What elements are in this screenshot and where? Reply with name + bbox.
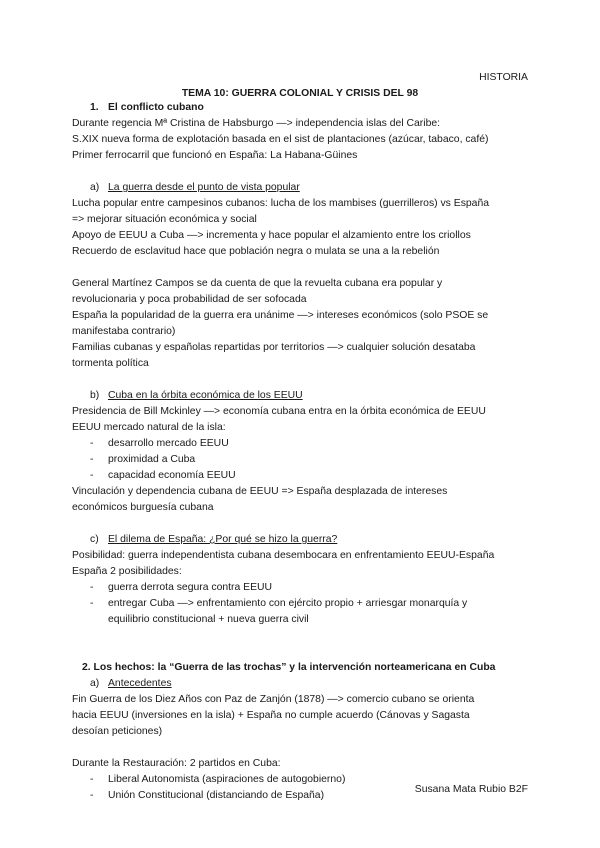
text-line: España 2 posibilidades:: [72, 566, 182, 577]
document-title: TEMA 10: GUERRA COLONIAL Y CRISIS DEL 98: [181, 88, 419, 99]
text-line: Posibilidad: guerra independentista cubana desembocara en enfrentamiento EEUU-España: [72, 550, 495, 561]
text-line: Vinculación y dependencia cubana de EEUU => España desplazada de intereses: [72, 486, 448, 497]
section2-heading: 2. Los hechos: la “Guerra de las trochas” y la intervención norteamericana en Cuba: [82, 662, 496, 673]
text-line: => mejorar situación económica y social: [72, 214, 257, 225]
text-line: Presidencia de Bill Mckinley —> economía cubana entra en la órbita económica de EEUU: [72, 406, 486, 417]
list-item: - entregar Cuba —> enfrentamiento con ejército propio + arriesgar monarquía y: [72, 596, 532, 612]
text-line: Durante regencia Mª Cristina de Habsburgo —> independencia islas del Caribe:: [72, 118, 441, 129]
footer-author: Susana Mata Rubio B2F: [414, 784, 528, 795]
bullet-list: [72, 436, 532, 484]
text-line: Recuerdo de esclavitud hace que población negra o mulata se una a la rebelión: [72, 246, 440, 257]
header-subject: HISTORIA: [479, 72, 528, 83]
text-line: Apoyo de EEUU a Cuba —> incrementa y hace popular el alzamiento entre los criollos: [72, 230, 471, 241]
subsection-1a-heading: [72, 180, 532, 196]
text-line: desoían peticiones): [72, 726, 163, 737]
list-item: - Liberal Autonomista (aspiraciones de autogobierno): [72, 772, 532, 788]
section1-title: El conflicto cubano: [108, 102, 204, 113]
text-line: Durante la Restauración: 2 partidos en Cuba:: [72, 758, 281, 769]
subsection-label: a): [90, 678, 100, 689]
text-line: revolucionaria y poca probabilidad de ser sofocada: [72, 294, 307, 305]
bullet-list: [72, 580, 532, 612]
list-item: - Unión Constitucional (distanciando de España): [72, 788, 532, 804]
text-line: EEUU mercado natural de la isla:: [72, 422, 226, 433]
subsection-1c-heading: [72, 532, 532, 548]
subsection-title: Antecedentes: [108, 678, 172, 689]
text-line: manifestaba contrario): [72, 326, 176, 337]
text-line: Familias cubanas y españolas repartidas por territorios —> cualquier solución desataba: [72, 342, 476, 353]
subsection-label: c): [90, 534, 99, 545]
list-item-continuation: equilibrio constitucional + nueva guerra civil: [108, 614, 309, 625]
document-body: [72, 100, 532, 804]
list-item: - capacidad economía EEUU: [72, 468, 532, 484]
section1-number: 1.: [90, 102, 99, 113]
subsection-label: b): [90, 390, 100, 401]
text-line: económicos burguesía cubana: [72, 502, 214, 513]
subsection-title: El dilema de España: ¿Por qué se hizo la guerra?: [108, 534, 338, 545]
text-line: España la popularidad de la guerra era unánime —> intereses económicos (solo PSOE se: [72, 310, 489, 321]
list-item: - guerra derrota segura contra EEUU: [72, 580, 532, 596]
text-line: tormenta política: [72, 358, 149, 369]
text-line: Fin Guerra de los Diez Años con Paz de Zanjón (1878) —> comercio cubano se orienta: [72, 694, 475, 705]
subsection-title: La guerra desde el punto de vista popular: [108, 182, 300, 193]
text-line: General Martínez Campos se da cuenta de que la revuelta cubana era popular y: [72, 278, 443, 289]
section1-heading: [72, 100, 532, 116]
subsection-label: a): [90, 182, 100, 193]
text-line: Lucha popular entre campesinos cubanos: lucha de los mambises (guerrilleros) vs España: [72, 198, 490, 209]
list-item: - desarrollo mercado EEUU: [72, 436, 532, 452]
list-item: - proximidad a Cuba: [72, 452, 532, 468]
subsection-2a-heading: [72, 676, 532, 692]
text-line: hacia EEUU (inversiones en la isla) + España no cumple acuerdo (Cánovas y Sagasta: [72, 710, 470, 721]
text-line: S.XIX nueva forma de explotación basada en el sist de plantaciones (azúcar, tabaco, café): [72, 134, 489, 145]
subsection-title: Cuba en la órbita económica de los EEUU: [108, 390, 303, 401]
text-line: Primer ferrocarril que funcionó en España: La Habana-Güines: [72, 150, 358, 161]
subsection-1b-heading: [72, 388, 532, 404]
